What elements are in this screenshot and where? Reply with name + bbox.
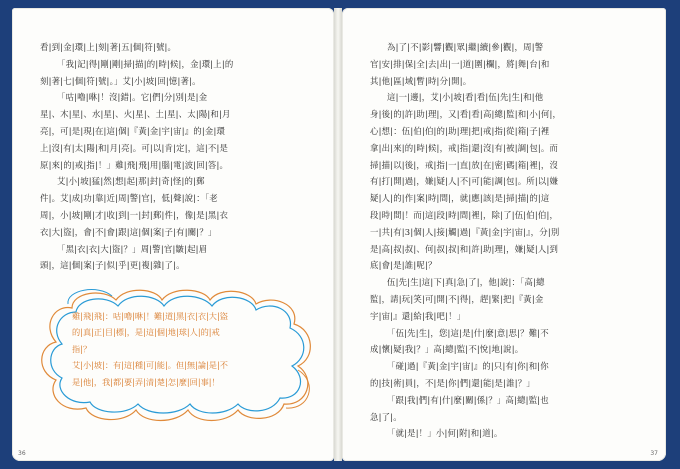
cloud-line: 雞|飛|飛|：咕|嚕|咻|！難|道|黑|衣|衣|大|盜 bbox=[72, 311, 228, 321]
paragraph: 是|高|叔|叔|、何|叔|叔|和|許|助|理|，嫌|疑|人|到 bbox=[370, 243, 559, 254]
paragraph: 衣|大|盜|，會|不|會|跟|這|個|案|子|有|關|？」 bbox=[40, 226, 217, 237]
paragraph: 件|。艾|成|功|靠|近|周|警|官|，低|聲|說|：「老 bbox=[40, 193, 218, 204]
page-number: 37 bbox=[650, 450, 658, 457]
cloud-line: 的|真|正|目|標|，是|這|個|地|球|人|的|戒 bbox=[72, 327, 220, 338]
paragraph: 頭|，這|個|案|子|似|乎|更|複|雜|了|。 bbox=[40, 260, 185, 271]
paragraph: 拿|出|來|的|時|候|，戒|指|還|沒|有|被|調|包|。而 bbox=[370, 142, 559, 153]
book-gutter bbox=[334, 8, 342, 461]
paragraph: 急|了|。 bbox=[370, 411, 402, 422]
paragraph: 成|懷|疑|我|？」高|總|監|不|悅|地|說|。 bbox=[370, 344, 524, 355]
left-page bbox=[12, 8, 334, 461]
cloud-dialogue bbox=[72, 308, 292, 390]
paragraph: 段|時|間|！而|這|段|時|間|裡|，除|了|伍|伯|伯|， bbox=[370, 209, 559, 220]
paragraph: 為|了|不|影|響|觀|眾|繼|續|參|觀|，周|警 bbox=[387, 42, 544, 52]
paragraph: 「伍|先|生|，您|這|是|什|麼|意|思|？難|不 bbox=[387, 327, 549, 338]
cloud-line: 指|？ bbox=[72, 343, 92, 354]
paragraph: 「就|是|！」小|何|附|和|道|。 bbox=[387, 428, 503, 439]
paragraph: 原|來|的|戒|指|！」雞|飛|飛|用|腦|電|波|回|答|。 bbox=[40, 159, 229, 170]
paragraph: 底|會|是|誰|呢|？ bbox=[370, 260, 437, 271]
paragraph: 「跟|我|們|有|什|麼|關|係|？」高|總|監|也 bbox=[387, 394, 549, 405]
right-page-body bbox=[370, 39, 640, 442]
paragraph: 身|後|的|許|助|理|，又|看|看|高|總|監|和|小|何|， bbox=[370, 109, 562, 120]
thought-cloud bbox=[32, 286, 324, 426]
paragraph: 看|到|金|環|上|刻|著|五|個|符|號|。 bbox=[40, 42, 177, 52]
paragraph: 監|，請|玩|笑|可|開|不|得|，趕|緊|把|『黃|金 bbox=[370, 293, 544, 304]
paragraph: 心|想|：伍|伯|伯|的|助|理|把|戒|指|從|箱|子|裡 bbox=[370, 125, 550, 136]
paragraph: 艾|小|坡|猛|然|想|起|那|封|奇|怪|的|郵 bbox=[57, 176, 205, 187]
paragraph: 星|、木|星|、水|星|、火|星|、土|星|、太|陽|和|月 bbox=[40, 109, 231, 120]
paragraph: 這|一|邊|，艾|小|坡|看|看|伍|先|生|和|他 bbox=[387, 92, 544, 103]
paragraph: 「咕|嚕|咻|！沒|錯|。它|們|分|別|是|金 bbox=[57, 92, 208, 103]
paragraph: 疑|人|的|作|案|時|間|，就|應|該|是|掃|描|的|這 bbox=[370, 193, 550, 204]
paragraph: 其|他|區|域|暫|時|分|開|。 bbox=[370, 75, 472, 86]
paragraph: 刻|著|七|個|符|號|。」艾|小|坡|回|憶|著|。 bbox=[40, 75, 201, 86]
paragraph: 周|，小|坡|剛|才|收|到|一|封|郵|件|，像|是|黑|衣 bbox=[40, 209, 229, 220]
paragraph: 有|打|開|過|，嫌|疑|人|不|可|能|調|包|。所|以|嫌 bbox=[370, 176, 559, 187]
left-page-body bbox=[40, 39, 308, 274]
paragraph: 一|共|有|3|個|人|接|觸|過|『黃|金|宇|宙|』，分|別 bbox=[370, 226, 560, 237]
right-page bbox=[342, 8, 666, 461]
paragraph: 上|沒|有|太|陽|和|月|亮|。可|以|肯|定|，這|不|是 bbox=[40, 142, 229, 153]
paragraph: 「我|記|得|剛|剛|掃|描|的|時|候|，金|環|上|的 bbox=[57, 58, 234, 69]
page-number: 36 bbox=[18, 450, 26, 457]
paragraph: 掃|描|以|後|，戒|指|一|直|放|在|密|碼|箱|裡|，沒 bbox=[370, 159, 559, 170]
paragraph: 的|技|術|員|，不|是|你|們|還|能|是|誰|？」 bbox=[370, 377, 535, 388]
cloud-line: 艾|小|坡|：有|這|種|可|能|。但|無|論|是|不 bbox=[72, 360, 228, 371]
paragraph: 伍|先|生|這|下|真|急|了|，他|說|：「高|總 bbox=[387, 277, 545, 288]
paragraph: 「黑|衣|衣|大|盜|？」周|警|官|皺|起|眉 bbox=[57, 243, 208, 254]
paragraph: 「碰|過|『黃|金|宇|宙|』的|只|有|你|和|你 bbox=[387, 361, 549, 372]
cloud-line: 是|他|，我|都|要|弄|清|楚|怎|麼|回|事|！ bbox=[72, 376, 220, 387]
paragraph: 宇|宙|』還|給|我|吧|！」 bbox=[370, 310, 466, 321]
paragraph: 官|安|排|保|全|去|出|一|道|圍|欄|，將|舞|台|和 bbox=[370, 58, 550, 69]
paragraph: 亮|，可|是|現|在|這|個|『黃|金|宇|宙|』的|金|環 bbox=[40, 125, 226, 136]
